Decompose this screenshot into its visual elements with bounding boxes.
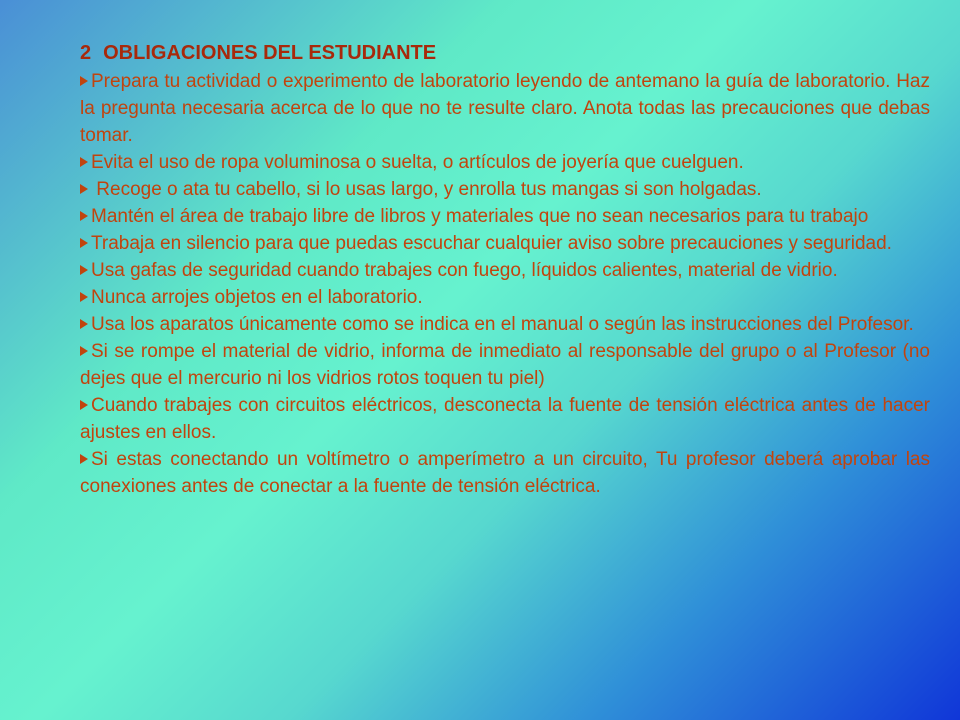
arrowhead-bullet-icon [80, 211, 90, 221]
list-item [80, 392, 930, 446]
list-item [80, 176, 930, 203]
list-item-text: Usa los aparatos únicamente como se indica en el manual o según las instrucciones del Profesor. [91, 314, 914, 335]
arrowhead-bullet-icon [80, 346, 90, 356]
list-item [80, 230, 930, 257]
arrowhead-bullet-icon [80, 454, 90, 464]
section-number: 2 [80, 42, 92, 64]
list-item-text: Si estas conectando un voltímetro o amperímetro a un circuito, Tu profesor deberá aprobar las conexiones antes de conectar a la fuente de tensión eléctrica. [80, 449, 930, 497]
list-item-text: Nunca arrojes objetos en el laboratorio. [91, 287, 423, 308]
list-item [80, 338, 930, 392]
list-item [80, 311, 930, 338]
list-item [80, 68, 930, 149]
arrowhead-bullet-icon [80, 184, 90, 194]
list-item-text: Trabaja en silencio para que puedas escuchar cualquier aviso sobre precauciones y seguridad. [91, 233, 892, 254]
arrowhead-bullet-icon [80, 400, 90, 410]
arrowhead-bullet-icon [80, 76, 90, 86]
arrowhead-bullet-icon [80, 265, 90, 275]
arrowhead-bullet-icon [80, 238, 90, 248]
list-item-text: Si se rompe el material de vidrio, informa de inmediato al responsable del grupo o al Profesor (no dejes que el mercurio ni los vidrios rotos toquen tu piel) [80, 341, 930, 389]
arrowhead-bullet-icon [80, 157, 90, 167]
list-item-text: Prepara tu actividad o experimento de laboratorio leyendo de antemano la guía de laboratorio. Haz la pregunta necesaria acerca de lo que no te resulte claro. Anota todas las precauciones que debas tomar. [80, 71, 930, 146]
list-item-text: Cuando trabajes con circuitos eléctricos, desconecta la fuente de tensión eléctrica antes de hacer ajustes en ellos. [80, 395, 930, 443]
arrowhead-bullet-icon [80, 319, 90, 329]
list-item [80, 446, 930, 500]
section-title: OBLIGACIONES DEL ESTUDIANTE [103, 42, 437, 64]
list-item [80, 149, 930, 176]
list-item [80, 203, 930, 230]
arrowhead-bullet-icon [80, 292, 90, 302]
list-item-text: Mantén el área de trabajo libre de libros y materiales que no sean necesarios para tu trabajo [91, 206, 869, 227]
list-item [80, 257, 930, 284]
list-item [80, 284, 930, 311]
list-item-text: Recoge o ata tu cabello, si lo usas largo, y enrolla tus mangas si son holgadas. [91, 179, 762, 200]
list-item-text: Evita el uso de ropa voluminosa o suelta, o artículos de joyería que cuelguen. [91, 152, 744, 173]
list-item-text: Usa gafas de seguridad cuando trabajes con fuego, líquidos calientes, material de vidrio. [91, 260, 838, 281]
section-heading [80, 40, 930, 66]
slide-content [80, 40, 930, 500]
